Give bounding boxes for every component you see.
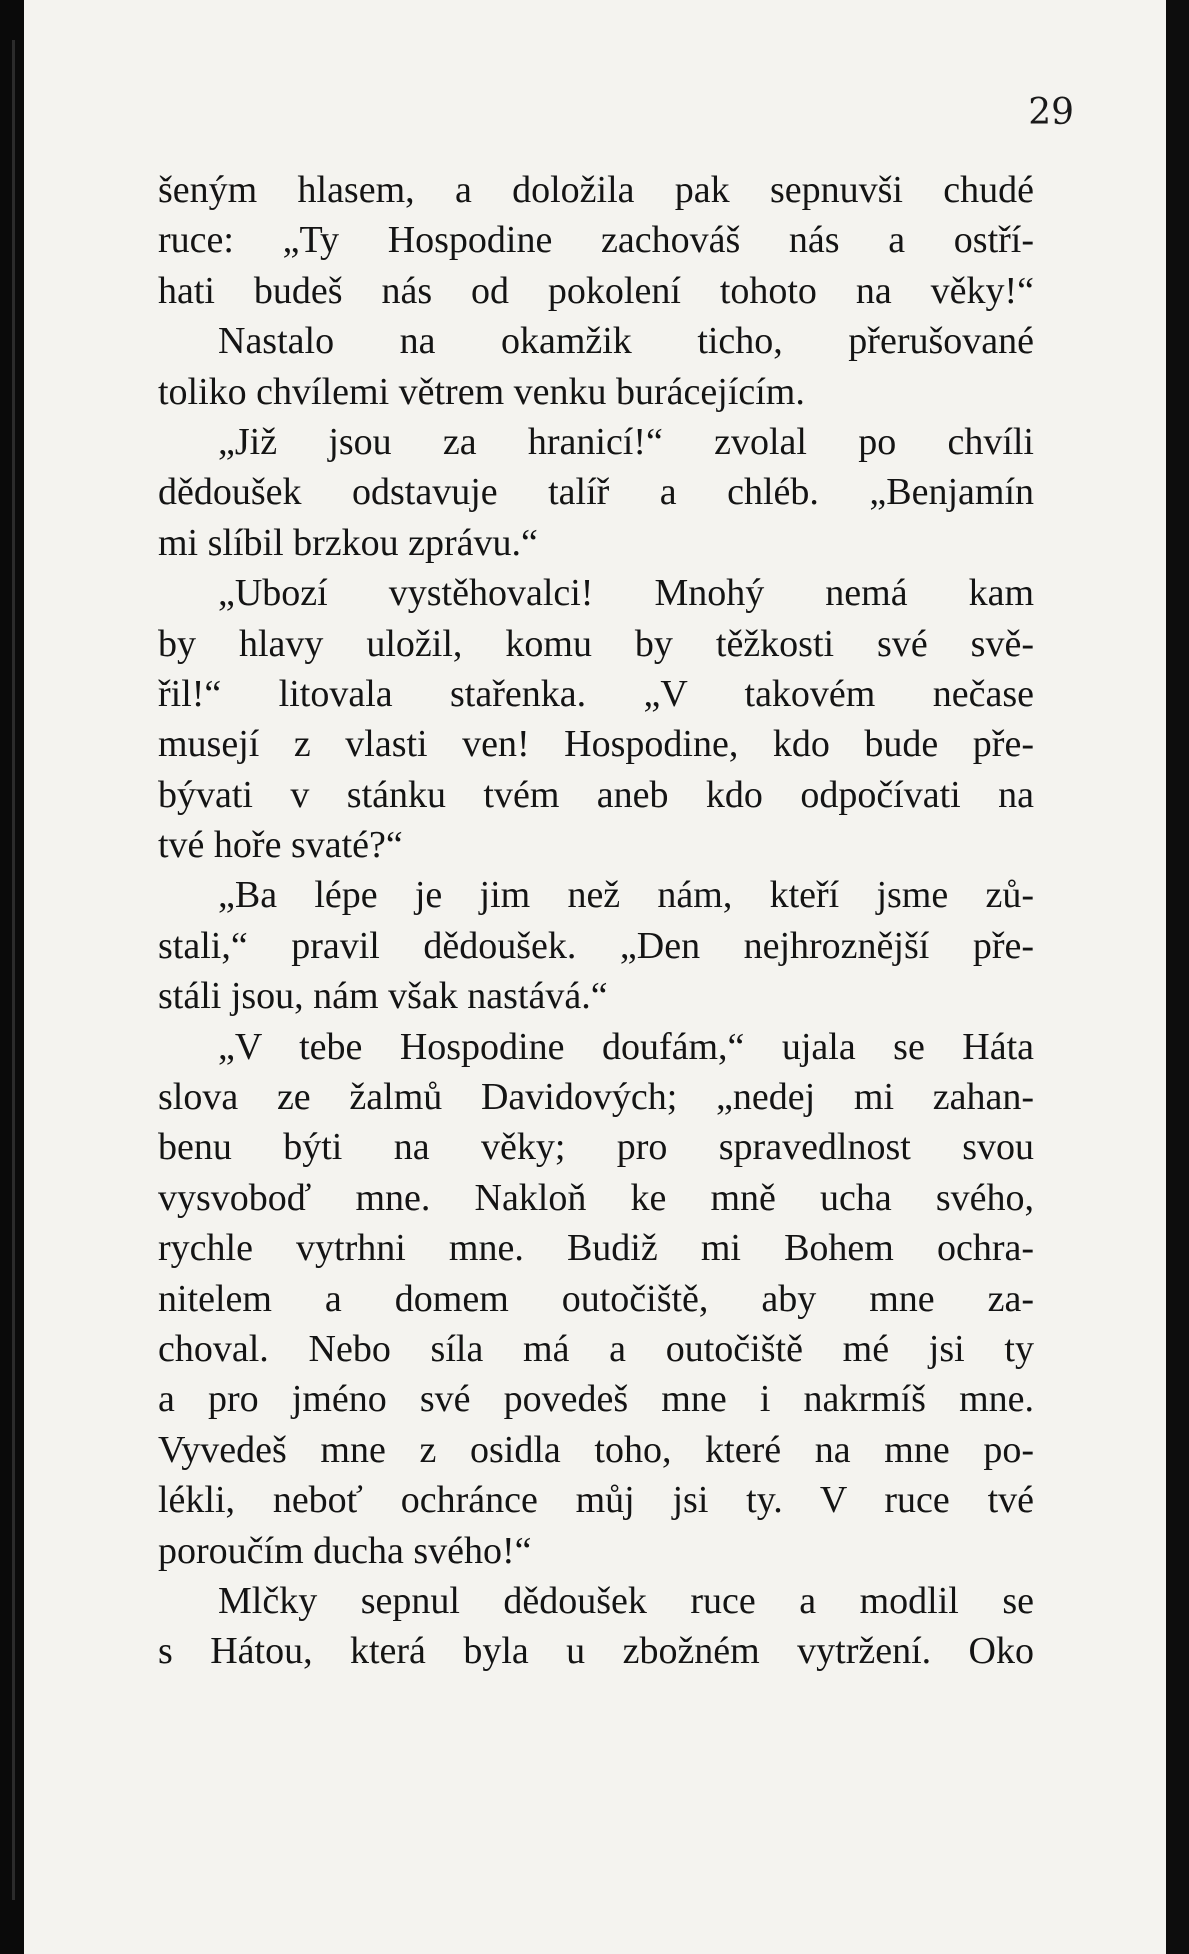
text-line: „Ba lépe je jim než nám, kteří jsme zů- [218, 874, 1034, 917]
text-line: hati budeš nás od pokolení tohoto na věky!“ [158, 269, 1034, 312]
binding-edge [0, 0, 24, 1954]
page-edge-right [1166, 0, 1189, 1954]
binding-shadow [12, 40, 15, 1900]
text-line: řil!“ litovala stařenka. „V takovém nečase [158, 672, 1034, 715]
text-line: tvé hoře svaté?“ [158, 824, 403, 867]
text-line: musejí z vlasti ven! Hospodine, kdo bude pře- [158, 723, 1034, 766]
text-line: choval. Nebo síla má a outočiště mé jsi ty [158, 1327, 1034, 1370]
text-line: lékli, neboť ochránce můj jsi ty. V ruce tvé [158, 1479, 1034, 1522]
text-line: vysvoboď mne. Nakloň ke mně ucha svého, [158, 1176, 1034, 1219]
text-line: stali,“ pravil dědoušek. „Den nejhroznější pře- [158, 924, 1034, 967]
text-line: ruce: „Ty Hospodine zachováš nás a ostří- [158, 219, 1034, 262]
text-line: benu býti na věky; pro spravedlnost svou [158, 1126, 1034, 1169]
text-line: Vyvedeš mne z osidla toho, které na mne po- [158, 1428, 1034, 1471]
body-text [158, 165, 1034, 1677]
text-line: by hlavy uložil, komu by těžkosti své svě- [158, 622, 1034, 665]
text-line: šeným hlasem, a doložila pak sepnuvši chudé [158, 169, 1034, 211]
text-line: rychle vytrhni mne. Budiž mi Bohem ochra- [158, 1227, 1034, 1270]
text-line: toliko chvílemi větrem venku burácejícím. [158, 370, 805, 413]
text-line: dědoušek odstavuje talíř a chléb. „Benjamín [158, 471, 1034, 514]
text-line: „V tebe Hospodine doufám,“ ujala se Háta [218, 1025, 1034, 1068]
text-line: poroučím ducha svého!“ [158, 1529, 532, 1572]
text-line: „Ubozí vystěhovalci! Mnohý nemá kam [218, 572, 1034, 615]
text-line: mi slíbil brzkou zprávu.“ [158, 521, 538, 564]
text-line: „Již jsou za hranicí!“ zvolal po chvíli [218, 420, 1034, 463]
text-line: a pro jméno své povedeš mne i nakrmíš mne. [158, 1378, 1034, 1421]
text-line: Nastalo na okamžik ticho, přerušované [218, 320, 1034, 363]
text-line: slova ze žalmů Davidových; „nedej mi zahan- [158, 1076, 1034, 1119]
text-line: s Hátou, která byla u zbožném vytržení. Oko [158, 1630, 1034, 1673]
text-line: nitelem a domem outočiště, aby mne za- [158, 1277, 1034, 1320]
book-page [24, 0, 1166, 1954]
page-number: 29 [1028, 92, 1074, 133]
text-line: bývati v stánku tvém aneb kdo odpočívati na [158, 773, 1034, 816]
text-line: stáli jsou, nám však nastává.“ [158, 975, 608, 1018]
text-line: Mlčky sepnul dědoušek ruce a modlil se [218, 1579, 1034, 1622]
